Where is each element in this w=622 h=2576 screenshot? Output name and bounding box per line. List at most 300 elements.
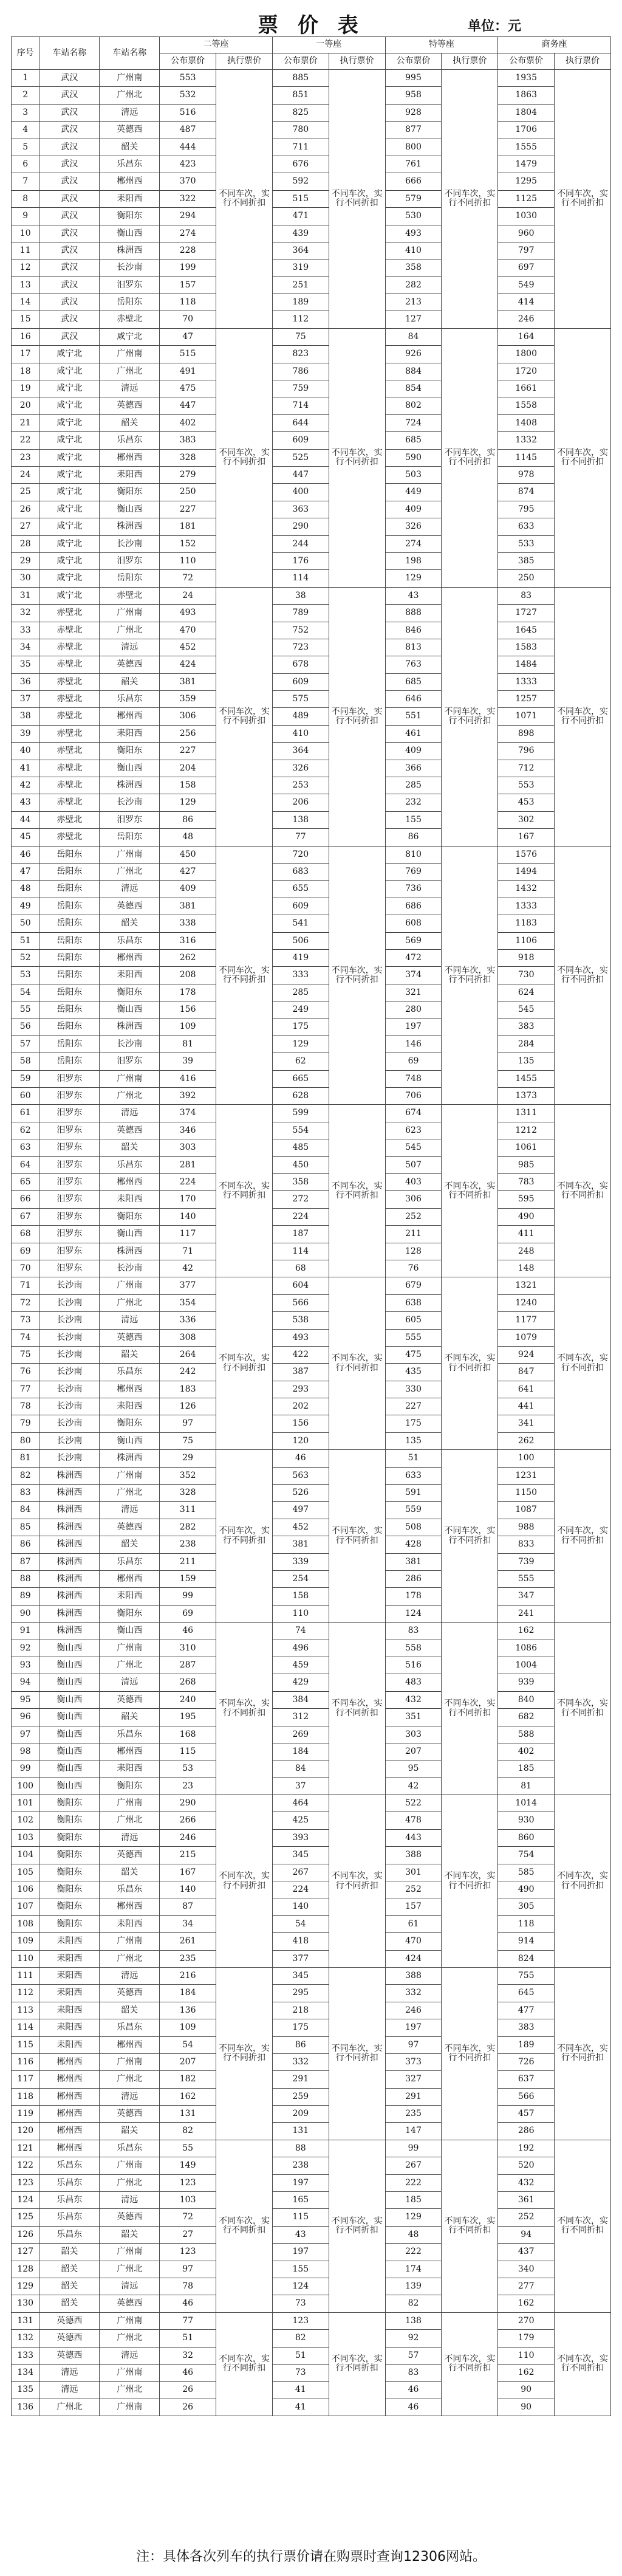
cell-second-published: 553 [160, 70, 216, 87]
cell-business-published: 110 [498, 2347, 555, 2364]
cell-premium-published: 579 [385, 190, 442, 207]
table-row [12, 1036, 611, 1053]
cell-premium-published: 995 [385, 70, 442, 87]
cell-to-station: 郴州西 [100, 708, 160, 725]
cell-to-station: 韶关 [100, 1864, 160, 1881]
table-row [12, 2226, 611, 2243]
cell-first-published: 393 [272, 1829, 329, 1846]
cell-first-published: 381 [272, 1536, 329, 1553]
cell-seq: 41 [12, 760, 39, 777]
table-row [12, 932, 611, 949]
cell-business-published: 1004 [498, 1657, 555, 1674]
cell-business-published: 411 [498, 1226, 555, 1243]
cell-from-station: 衡山西 [39, 1691, 100, 1708]
table-row [12, 363, 611, 380]
cell-from-station: 长沙南 [39, 1294, 100, 1311]
table-row [12, 1156, 611, 1173]
cell-seq: 91 [12, 1623, 39, 1640]
cell-seq: 66 [12, 1191, 39, 1208]
table-row [12, 1139, 611, 1156]
cell-seq: 63 [12, 1139, 39, 1156]
cell-second-published: 450 [160, 846, 216, 863]
table-row [12, 501, 611, 518]
cell-from-station: 咸宁北 [39, 363, 100, 380]
cell-premium-published: 57 [385, 2347, 442, 2364]
cell-business-published: 94 [498, 2226, 555, 2243]
cell-premium-published: 185 [385, 2192, 442, 2209]
cell-first-published: 358 [272, 1174, 329, 1191]
cell-second-published: 39 [160, 1053, 216, 1070]
cell-second-published: 242 [160, 1364, 216, 1381]
cell-to-station: 广州南 [100, 70, 160, 87]
cell-from-station: 岳阳东 [39, 881, 100, 898]
cell-from-station: 咸宁北 [39, 346, 100, 363]
cell-to-station: 耒阳西 [100, 1398, 160, 1415]
cell-premium-published: 211 [385, 1226, 442, 1243]
cell-premium-published: 321 [385, 984, 442, 1001]
cell-second-published: 87 [160, 1898, 216, 1915]
cell-premium-published: 666 [385, 173, 442, 190]
cell-business-published: 978 [498, 466, 555, 483]
cell-premium-executed-policy: 不同车次，实行不同折扣 [442, 1795, 498, 1968]
cell-to-station: 乐昌东 [100, 432, 160, 449]
cell-second-published: 75 [160, 1432, 216, 1449]
cell-seq: 115 [12, 2036, 39, 2053]
table-row [12, 1415, 611, 1432]
cell-premium-published: 435 [385, 1364, 442, 1381]
header-to-station: 车站名称 [100, 37, 160, 70]
cell-premium-published: 569 [385, 932, 442, 949]
cell-second-published: 168 [160, 1726, 216, 1743]
cell-business-published: 1706 [498, 122, 555, 139]
cell-business-published: 697 [498, 259, 555, 276]
cell-from-station: 长沙南 [39, 1364, 100, 1381]
cell-first-published: 592 [272, 173, 329, 190]
cell-to-station: 广州北 [100, 2071, 160, 2088]
cell-premium-published: 82 [385, 2295, 442, 2312]
cell-second-executed-policy: 不同车次，实行不同折扣 [216, 1277, 273, 1450]
cell-from-station: 株洲西 [39, 1605, 100, 1622]
cell-premium-published: 274 [385, 535, 442, 552]
cell-from-station: 赤壁北 [39, 691, 100, 708]
table-row [12, 1346, 611, 1363]
cell-first-published: 38 [272, 587, 329, 604]
cell-first-published: 249 [272, 1001, 329, 1018]
cell-from-station: 长沙南 [39, 1398, 100, 1415]
cell-to-station: 广州南 [100, 1640, 160, 1657]
cell-business-published: 246 [498, 311, 555, 328]
table-row [12, 984, 611, 1001]
table-row [12, 1260, 611, 1277]
cell-premium-published: 157 [385, 1898, 442, 1915]
cell-to-station: 乐昌东 [100, 1156, 160, 1173]
cell-to-station: 衡阳东 [100, 1605, 160, 1622]
cell-first-published: 823 [272, 346, 329, 363]
cell-seq: 96 [12, 1709, 39, 1726]
cell-from-station: 衡山西 [39, 1640, 100, 1657]
cell-second-published: 416 [160, 1070, 216, 1087]
cell-seq: 29 [12, 552, 39, 569]
cell-premium-published: 706 [385, 1088, 442, 1105]
cell-second-published: 207 [160, 2053, 216, 2070]
cell-from-station: 英德西 [39, 2347, 100, 2364]
cell-from-station: 咸宁北 [39, 397, 100, 414]
cell-second-published: 86 [160, 811, 216, 828]
cell-premium-published: 591 [385, 1485, 442, 1502]
cell-from-station: 咸宁北 [39, 466, 100, 483]
cell-premium-published: 69 [385, 1053, 442, 1070]
cell-second-published: 303 [160, 1139, 216, 1156]
cell-first-published: 251 [272, 276, 329, 294]
table-row [12, 1570, 611, 1587]
cell-to-station: 耒阳西 [100, 190, 160, 207]
cell-premium-published: 366 [385, 760, 442, 777]
cell-to-station: 清远 [100, 380, 160, 397]
cell-first-published: 77 [272, 829, 329, 846]
cell-second-published: 352 [160, 1467, 216, 1484]
cell-first-published: 452 [272, 1519, 329, 1536]
cell-business-published: 148 [498, 1260, 555, 1277]
cell-second-published: 310 [160, 1640, 216, 1657]
cell-seq: 98 [12, 1743, 39, 1760]
cell-from-station: 郴州西 [39, 2106, 100, 2123]
cell-second-published: 493 [160, 605, 216, 622]
cell-from-station: 汨罗东 [39, 1174, 100, 1191]
cell-business-executed-policy: 不同车次，实行不同折扣 [555, 1623, 611, 1795]
cell-seq: 81 [12, 1450, 39, 1467]
cell-to-station: 英德西 [100, 1122, 160, 1139]
cell-second-published: 402 [160, 414, 216, 431]
cell-second-executed-policy: 不同车次，实行不同折扣 [216, 1450, 273, 1623]
cell-premium-executed-policy: 不同车次，实行不同折扣 [442, 1623, 498, 1795]
cell-business-executed-policy: 不同车次，实行不同折扣 [555, 846, 611, 1105]
cell-to-station: 广州北 [100, 1294, 160, 1311]
table-row [12, 1053, 611, 1070]
cell-to-station: 英德西 [100, 122, 160, 139]
cell-from-station: 衡山西 [39, 1657, 100, 1674]
cell-from-station: 武汉 [39, 225, 100, 242]
cell-from-station: 衡阳东 [39, 1847, 100, 1864]
cell-seq: 55 [12, 1001, 39, 1018]
cell-premium-executed-policy: 不同车次，实行不同折扣 [442, 2312, 498, 2416]
fare-table [11, 36, 611, 2416]
cell-first-published: 238 [272, 2157, 329, 2174]
cell-from-station: 株洲西 [39, 1553, 100, 1570]
cell-first-published: 176 [272, 552, 329, 569]
table-row [12, 1605, 611, 1622]
cell-from-station: 衡阳东 [39, 1881, 100, 1898]
table-row [12, 570, 611, 587]
cell-second-published: 281 [160, 1156, 216, 1173]
table-row [12, 1485, 611, 1502]
table-row [12, 1864, 611, 1881]
cell-second-published: 42 [160, 1260, 216, 1277]
cell-business-published: 1720 [498, 363, 555, 380]
cell-to-station: 耒阳西 [100, 1760, 160, 1777]
cell-first-published: 82 [272, 2330, 329, 2347]
cell-to-station: 长沙南 [100, 794, 160, 811]
cell-seq: 42 [12, 777, 39, 794]
table-row [12, 898, 611, 915]
cell-business-published: 162 [498, 1623, 555, 1640]
cell-to-station: 株洲西 [100, 1018, 160, 1036]
cell-from-station: 广州北 [39, 2399, 100, 2416]
cell-seq: 48 [12, 881, 39, 898]
cell-seq: 33 [12, 622, 39, 639]
table-row [12, 2053, 611, 2070]
cell-second-published: 162 [160, 2088, 216, 2105]
cell-seq: 88 [12, 1570, 39, 1587]
cell-from-station: 耒阳西 [39, 1933, 100, 1950]
cell-first-published: 714 [272, 397, 329, 414]
cell-seq: 40 [12, 743, 39, 760]
cell-second-published: 131 [160, 2106, 216, 2123]
table-row [12, 622, 611, 639]
cell-second-executed-policy: 不同车次，实行不同折扣 [216, 1967, 273, 2140]
cell-second-executed-policy: 不同车次，实行不同折扣 [216, 846, 273, 1105]
cell-business-executed-policy: 不同车次，实行不同折扣 [555, 1967, 611, 2140]
table-row [12, 1623, 611, 1640]
cell-seq: 64 [12, 1156, 39, 1173]
cell-first-published: 400 [272, 484, 329, 501]
cell-first-published: 410 [272, 725, 329, 742]
cell-seq: 50 [12, 915, 39, 932]
cell-to-station: 耒阳西 [100, 1915, 160, 1932]
cell-second-published: 46 [160, 2364, 216, 2381]
cell-to-station: 郴州西 [100, 1174, 160, 1191]
cell-first-published: 326 [272, 760, 329, 777]
cell-from-station: 岳阳东 [39, 1001, 100, 1018]
cell-premium-published: 97 [385, 2036, 442, 2053]
table-row [12, 104, 611, 121]
cell-first-executed-policy: 不同车次，实行不同折扣 [329, 1967, 385, 2140]
cell-to-station: 广州南 [100, 1277, 160, 1294]
cell-seq: 4 [12, 122, 39, 139]
cell-from-station: 株洲西 [39, 1623, 100, 1640]
cell-business-published: 555 [498, 1570, 555, 1587]
cell-premium-published: 174 [385, 2261, 442, 2278]
table-row [12, 1208, 611, 1225]
cell-from-station: 咸宁北 [39, 432, 100, 449]
table-row [12, 2330, 611, 2347]
cell-from-station: 武汉 [39, 294, 100, 311]
cell-from-station: 武汉 [39, 276, 100, 294]
header-executed-price: 执行票价 [555, 53, 611, 70]
cell-seq: 62 [12, 1122, 39, 1139]
header-published-price: 公布票价 [272, 53, 329, 70]
cell-first-published: 419 [272, 949, 329, 966]
table-row [12, 2174, 611, 2191]
cell-second-published: 274 [160, 225, 216, 242]
cell-to-station: 清远 [100, 1105, 160, 1122]
cell-seq: 77 [12, 1381, 39, 1398]
cell-business-published: 1863 [498, 87, 555, 104]
cell-second-published: 264 [160, 1346, 216, 1363]
cell-premium-published: 252 [385, 1208, 442, 1225]
header-executed-price: 执行票价 [442, 53, 498, 70]
cell-first-published: 51 [272, 2347, 329, 2364]
cell-seq: 3 [12, 104, 39, 121]
cell-from-station: 武汉 [39, 122, 100, 139]
cell-first-published: 471 [272, 208, 329, 225]
cell-first-published: 75 [272, 328, 329, 345]
cell-from-station: 长沙南 [39, 1277, 100, 1294]
cell-to-station: 衡阳东 [100, 743, 160, 760]
cell-business-published: 783 [498, 1174, 555, 1191]
cell-from-station: 赤壁北 [39, 622, 100, 639]
cell-seq: 120 [12, 2123, 39, 2140]
cell-business-published: 453 [498, 794, 555, 811]
table-row [12, 294, 611, 311]
cell-to-station: 赤壁北 [100, 587, 160, 604]
cell-from-station: 武汉 [39, 242, 100, 259]
cell-first-published: 184 [272, 1743, 329, 1760]
cell-second-published: 228 [160, 242, 216, 259]
cell-to-station: 长沙南 [100, 1036, 160, 1053]
cell-premium-executed-policy: 不同车次，实行不同折扣 [442, 2140, 498, 2312]
cell-seq: 43 [12, 794, 39, 811]
cell-premium-published: 285 [385, 777, 442, 794]
table-row [12, 1243, 611, 1260]
cell-business-published: 520 [498, 2157, 555, 2174]
cell-seq: 102 [12, 1812, 39, 1829]
cell-to-station: 韶关 [100, 1709, 160, 1726]
table-row [12, 1088, 611, 1105]
cell-first-executed-policy: 不同车次，实行不同折扣 [329, 1623, 385, 1795]
cell-to-station: 清远 [100, 2347, 160, 2364]
cell-business-published: 633 [498, 518, 555, 535]
cell-first-published: 73 [272, 2295, 329, 2312]
cell-premium-published: 724 [385, 414, 442, 431]
cell-to-station: 英德西 [100, 656, 160, 673]
cell-first-published: 62 [272, 1053, 329, 1070]
cell-business-published: 985 [498, 1156, 555, 1173]
table-row [12, 691, 611, 708]
cell-second-published: 109 [160, 2019, 216, 2036]
cell-second-published: 152 [160, 535, 216, 552]
cell-first-published: 541 [272, 915, 329, 932]
cell-second-published: 199 [160, 259, 216, 276]
header-published-price: 公布票价 [385, 53, 442, 70]
cell-business-published: 833 [498, 1536, 555, 1553]
cell-from-station: 赤壁北 [39, 760, 100, 777]
cell-seq: 56 [12, 1018, 39, 1036]
cell-premium-published: 403 [385, 1174, 442, 1191]
cell-from-station: 赤壁北 [39, 708, 100, 725]
cell-second-published: 423 [160, 156, 216, 173]
table-row [12, 2002, 611, 2019]
cell-second-published: 261 [160, 1933, 216, 1950]
cell-from-station: 耒阳西 [39, 1950, 100, 1967]
cell-premium-published: 522 [385, 1795, 442, 1812]
cell-seq: 71 [12, 1277, 39, 1294]
cell-to-station: 郴州西 [100, 449, 160, 466]
cell-business-published: 1935 [498, 70, 555, 87]
cell-business-published: 1061 [498, 1139, 555, 1156]
cell-business-published: 754 [498, 1847, 555, 1864]
cell-business-published: 726 [498, 2053, 555, 2070]
table-row [12, 1553, 611, 1570]
cell-from-station: 岳阳东 [39, 863, 100, 880]
cell-to-station: 衡山西 [100, 501, 160, 518]
cell-first-published: 140 [272, 1898, 329, 1915]
cell-to-station: 乐昌东 [100, 932, 160, 949]
cell-premium-published: 388 [385, 1847, 442, 1864]
cell-seq: 122 [12, 2157, 39, 2174]
cell-second-published: 118 [160, 294, 216, 311]
cell-from-station: 株洲西 [39, 1519, 100, 1536]
cell-seq: 121 [12, 2140, 39, 2157]
cell-second-executed-policy: 不同车次，实行不同折扣 [216, 70, 273, 329]
table-row [12, 225, 611, 242]
cell-premium-published: 48 [385, 2226, 442, 2243]
cell-seq: 22 [12, 432, 39, 449]
cell-first-published: 339 [272, 1553, 329, 1570]
cell-premium-published: 409 [385, 743, 442, 760]
cell-seq: 106 [12, 1881, 39, 1898]
cell-second-published: 51 [160, 2330, 216, 2347]
cell-to-station: 英德西 [100, 1847, 160, 1864]
cell-premium-published: 633 [385, 1467, 442, 1484]
table-row [12, 242, 611, 259]
cell-seq: 2 [12, 87, 39, 104]
cell-second-published: 256 [160, 725, 216, 742]
cell-premium-executed-policy: 不同车次，实行不同折扣 [442, 1450, 498, 1623]
cell-second-published: 72 [160, 570, 216, 587]
cell-business-published: 1333 [498, 673, 555, 690]
table-row [12, 1277, 611, 1294]
cell-seq: 97 [12, 1726, 39, 1743]
cell-seq: 94 [12, 1674, 39, 1691]
table-row [12, 2140, 611, 2157]
cell-second-published: 444 [160, 139, 216, 156]
cell-second-published: 110 [160, 552, 216, 569]
cell-to-station: 衡山西 [100, 1432, 160, 1449]
cell-second-published: 204 [160, 760, 216, 777]
cell-first-published: 515 [272, 190, 329, 207]
cell-second-published: 211 [160, 1553, 216, 1570]
cell-second-published: 282 [160, 1519, 216, 1536]
cell-second-published: 322 [160, 190, 216, 207]
cell-seq: 83 [12, 1485, 39, 1502]
cell-from-station: 长沙南 [39, 1346, 100, 1363]
cell-to-station: 衡阳东 [100, 1777, 160, 1795]
cell-second-published: 182 [160, 2071, 216, 2088]
cell-premium-published: 227 [385, 1398, 442, 1415]
cell-first-published: 506 [272, 932, 329, 949]
cell-business-executed-policy: 不同车次，实行不同折扣 [555, 1105, 611, 1277]
cell-business-published: 341 [498, 1415, 555, 1432]
cell-second-published: 328 [160, 1485, 216, 1502]
cell-seq: 119 [12, 2106, 39, 2123]
cell-first-published: 319 [272, 259, 329, 276]
cell-to-station: 衡山西 [100, 1623, 160, 1640]
cell-first-published: 464 [272, 1795, 329, 1812]
cell-from-station: 衡山西 [39, 1709, 100, 1726]
cell-second-published: 235 [160, 1950, 216, 1967]
cell-to-station: 清远 [100, 1502, 160, 1519]
table-row [12, 656, 611, 673]
cell-premium-published: 43 [385, 587, 442, 604]
cell-premium-published: 685 [385, 432, 442, 449]
cell-seq: 136 [12, 2399, 39, 2416]
cell-second-published: 29 [160, 1450, 216, 1467]
table-row [12, 2347, 611, 2364]
cell-to-station: 英德西 [100, 1691, 160, 1708]
cell-first-published: 224 [272, 1208, 329, 1225]
cell-premium-published: 326 [385, 518, 442, 535]
cell-from-station: 武汉 [39, 156, 100, 173]
